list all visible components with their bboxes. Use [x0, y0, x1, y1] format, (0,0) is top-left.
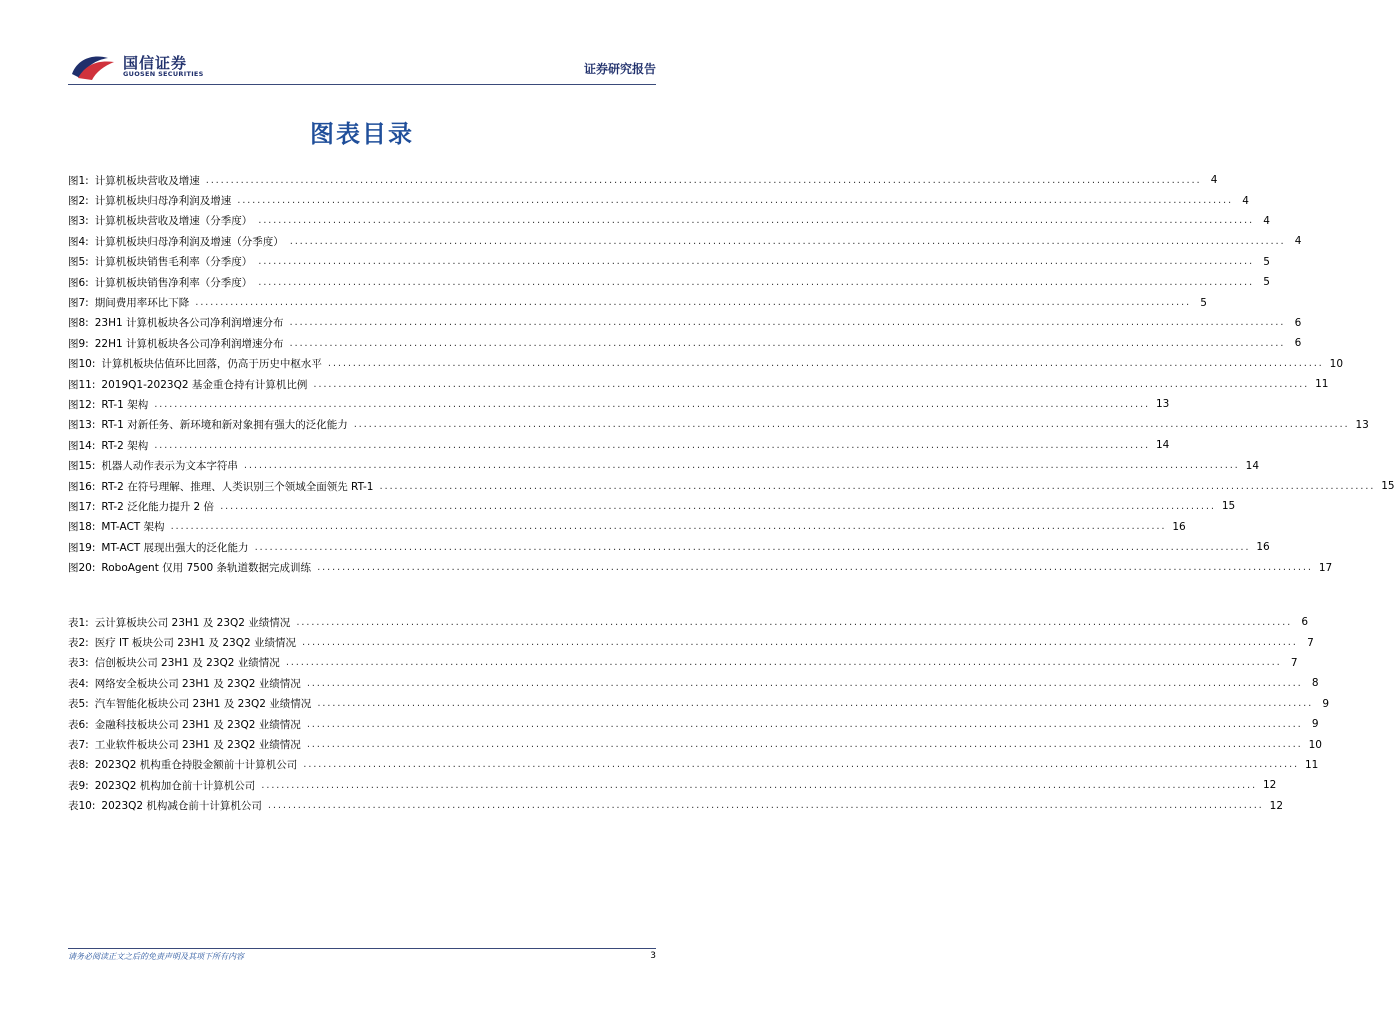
report-type-label: 证券研究报告: [583, 62, 656, 76]
figure-entry-label: 图8:: [68, 317, 89, 330]
dot-leader: ........................................................................................................................................................................................................: [258, 256, 1254, 268]
figure-entry-page-number: 14: [1245, 459, 1260, 472]
figure-entry-page-number: 11: [1315, 378, 1329, 391]
table-entry-label: 表4:: [68, 677, 89, 690]
dot-leader: ........................................................................................................................................................................................................: [285, 657, 1282, 669]
figure-entry[interactable]: [68, 333, 1302, 353]
figure-entry-title: RT-1 架构: [101, 398, 149, 411]
figure-entry[interactable]: [68, 190, 1249, 210]
figure-entry[interactable]: [68, 252, 1270, 272]
table-entry[interactable]: [68, 632, 1314, 652]
figure-entry-page-number: 15: [1381, 480, 1395, 493]
dot-leader: ........................................................................................................................................................................................................: [205, 174, 1202, 186]
dot-leader: ........................................................................................................................................................................................................: [302, 637, 1298, 649]
dot-leader: ........................................................................................................................................................................................................: [170, 521, 1167, 533]
figure-entry-page-number: 5: [1263, 276, 1270, 289]
figure-entry-label: 图16:: [68, 480, 96, 493]
footer-disclaimer: 请务必阅读正文之后的免责声明及其项下所有内容: [68, 952, 244, 961]
table-entry-page-number: 12: [1262, 779, 1277, 792]
table-entry-page-number: 11: [1304, 758, 1319, 771]
dot-leader: ........................................................................................................................................................................................................: [353, 419, 1350, 431]
figure-entry-title: 22H1 计算机板块各公司净利润增速分布: [94, 337, 284, 350]
figure-entry-label: 图14:: [68, 439, 96, 452]
figure-entry[interactable]: [68, 272, 1270, 292]
figure-entry-page-number: 4: [1294, 235, 1302, 248]
figure-entry[interactable]: [68, 496, 1236, 516]
table-entry-title: 信创板块公司 23H1 及 23Q2 业绩情况: [94, 657, 280, 670]
figure-entry-label: 图10:: [68, 358, 96, 371]
table-entry[interactable]: [68, 653, 1298, 673]
figure-entry[interactable]: [68, 394, 1170, 414]
figure-entry-page-number: 4: [1263, 214, 1270, 227]
figure-entry-title: RT-2 泛化能力提升 2 倍: [101, 500, 215, 513]
figure-entry-label: 图4:: [68, 235, 89, 248]
table-entry[interactable]: [68, 734, 1322, 754]
figure-entry-page-number: 6: [1294, 337, 1302, 350]
table-entry-page-number: 10: [1308, 738, 1322, 751]
dot-leader: ........................................................................................................................................................................................................: [306, 718, 1303, 730]
dot-leader: ........................................................................................................................................................................................................: [154, 398, 1150, 410]
dot-leader: ........................................................................................................................................................................................................: [303, 759, 1299, 771]
table-entry-title: 工业软件板块公司 23H1 及 23Q2 业绩情况: [94, 739, 301, 752]
figure-entry-page-number: 5: [1263, 255, 1270, 268]
guosen-logo: [68, 50, 268, 84]
dot-leader: ........................................................................................................................................................................................................: [317, 562, 1313, 574]
dot-leader: ........................................................................................................................................................................................................: [154, 439, 1150, 451]
dot-leader: ........................................................................................................................................................................................................: [296, 616, 1293, 628]
figure-entry[interactable]: [68, 354, 1344, 374]
figure-entry-label: 图1:: [68, 174, 89, 187]
figure-entry-title: 计算机板块营收及增速（分季度）: [94, 215, 253, 228]
figure-entry-page-number: 5: [1200, 296, 1207, 309]
table-entry[interactable]: [68, 673, 1319, 693]
figure-entry[interactable]: [68, 476, 1395, 496]
figure-entry-label: 图11:: [68, 378, 96, 391]
figure-entry-page-number: 4: [1210, 174, 1218, 187]
figure-entry[interactable]: [68, 435, 1170, 455]
table-entry-page-number: 7: [1307, 636, 1314, 649]
logo-english-name: GUOSEN SECURITIES: [123, 70, 204, 78]
table-entry-title: 医疗 IT 板块公司 23H1 及 23Q2 业绩情况: [94, 637, 296, 650]
table-entry-page-number: 9: [1322, 697, 1330, 710]
figure-entry[interactable]: [68, 517, 1186, 537]
table-entry-page-number: 9: [1311, 718, 1319, 731]
table-entry-page-number: 6: [1301, 616, 1309, 629]
figure-entry-label: 图15:: [68, 460, 96, 473]
dot-leader: ........................................................................................................................................................................................................: [317, 698, 1314, 710]
table-entry-page-number: 12: [1269, 799, 1284, 812]
page-header: [68, 50, 656, 84]
figure-list: [68, 170, 1395, 578]
figure-entry-page-number: 15: [1221, 500, 1236, 513]
dot-leader: ........................................................................................................................................................................................................: [289, 235, 1286, 247]
figure-entry-title: 计算机板块销售净利率（分季度）: [94, 276, 253, 289]
table-entry[interactable]: [68, 775, 1277, 795]
dot-leader: ........................................................................................................................................................................................................: [313, 378, 1310, 390]
dot-leader: ........................................................................................................................................................................................................: [379, 480, 1376, 492]
table-list: [68, 612, 1330, 816]
figure-entry-label: 图17:: [68, 500, 96, 513]
dot-leader: ........................................................................................................................................................................................................: [267, 800, 1264, 812]
table-entry-label: 表7:: [68, 739, 89, 752]
dot-leader: ........................................................................................................................................................................................................: [306, 739, 1303, 751]
table-entry-label: 表5:: [68, 698, 89, 711]
table-entry[interactable]: [68, 612, 1309, 632]
table-entry-title: 金融科技板块公司 23H1 及 23Q2 业绩情况: [94, 718, 301, 731]
figure-entry-title: RT-1 对新任务、新环境和新对象拥有强大的泛化能力: [101, 419, 348, 432]
table-entry-page-number: 7: [1290, 656, 1298, 669]
figure-entry[interactable]: [68, 170, 1218, 190]
figure-entry-title: RT-2 在符号理解、推理、人类识别三个领域全面领先 RT-1: [101, 480, 374, 493]
table-entry-label: 表3:: [68, 657, 89, 670]
figure-entry-page-number: 17: [1318, 561, 1333, 574]
figure-entry-label: 图7:: [68, 297, 89, 310]
table-entry-label: 表8:: [68, 759, 89, 772]
figure-entry[interactable]: [68, 374, 1329, 394]
figure-entry-title: MT-ACT 架构: [101, 521, 165, 534]
dot-leader: ........................................................................................................................................................................................................: [220, 500, 1216, 512]
figure-entry-title: 计算机板块销售毛利率（分季度）: [94, 256, 253, 269]
figure-entry-title: MT-ACT 展现出强大的泛化能力: [101, 541, 249, 554]
guosen-logo-icon: [68, 52, 116, 82]
figure-entry-label: 图12:: [68, 398, 96, 411]
figure-entry-title: 2019Q1-2023Q2 基金重仓持有计算机比例: [101, 378, 308, 391]
figure-entry-page-number: 6: [1294, 316, 1302, 329]
figure-entry-title: 计算机板块营收及增速: [94, 174, 200, 187]
figure-entry-label: 图6:: [68, 276, 89, 289]
figure-entry-title: 机器人动作表示为文本字符串: [101, 460, 238, 473]
table-entry-title: 2023Q2 机构减仓前十计算机公司: [101, 800, 262, 813]
table-entry-label: 表9:: [68, 779, 89, 792]
footer-divider: [68, 948, 656, 949]
page-number: 3: [650, 951, 656, 961]
figure-entry-title: 计算机板块估值环比回落，仍高于历史中枢水平: [101, 358, 322, 371]
figure-entry-title: 23H1 计算机板块各公司净利润增速分布: [94, 317, 284, 330]
figure-entry-label: 图2:: [68, 195, 89, 208]
logo-chinese-name: 国信证券: [123, 54, 188, 72]
figure-entry-page-number: 13: [1355, 418, 1369, 431]
dot-leader: ........................................................................................................................................................................................................: [258, 276, 1254, 288]
figure-entry-label: 图20:: [68, 562, 96, 575]
table-entry-page-number: 8: [1311, 677, 1319, 690]
dot-leader: ........................................................................................................................................................................................................: [195, 297, 1191, 309]
figure-entry-page-number: 4: [1242, 194, 1249, 207]
dot-leader: ........................................................................................................................................................................................................: [327, 358, 1324, 370]
figure-entry-page-number: 16: [1172, 520, 1186, 533]
table-entry[interactable]: [68, 755, 1319, 775]
table-entry-title: 汽车智能化板块公司 23H1 及 23Q2 业绩情况: [94, 698, 312, 711]
page-title: 图表目录: [310, 120, 414, 148]
figure-entry-title: 计算机板块归母净利润及增速: [94, 195, 232, 208]
table-entry-title: 云计算板块公司 23H1 及 23Q2 业绩情况: [94, 616, 291, 629]
figure-entry-label: 图9:: [68, 337, 89, 350]
figure-entry-title: 期间费用率环比下降: [94, 297, 190, 310]
table-entry-label: 表10:: [68, 800, 96, 813]
figure-entry[interactable]: [68, 231, 1302, 251]
figure-entry-page-number: 16: [1256, 541, 1270, 554]
figure-entry-label: 图3:: [68, 215, 89, 228]
figure-entry-page-number: 10: [1329, 357, 1344, 370]
dot-leader: ........................................................................................................................................................................................................: [258, 215, 1254, 227]
dot-leader: ........................................................................................................................................................................................................: [306, 677, 1303, 689]
table-entry[interactable]: [68, 714, 1319, 734]
header-divider: [68, 84, 656, 85]
dot-leader: ........................................................................................................................................................................................................: [289, 317, 1286, 329]
figure-entry[interactable]: [68, 455, 1260, 475]
dot-leader: ........................................................................................................................................................................................................: [254, 541, 1251, 553]
figure-entry[interactable]: [68, 292, 1207, 312]
figure-entry-page-number: 13: [1155, 398, 1170, 411]
figure-entry-title: RT-2 架构: [101, 439, 149, 452]
table-entry[interactable]: [68, 796, 1284, 816]
figure-entry-title: 计算机板块归母净利润及增速（分季度）: [94, 235, 284, 248]
figure-entry-label: 图18:: [68, 521, 96, 534]
figure-entry-title: RoboAgent 仅用 7500 条轨道数据完成训练: [101, 562, 312, 575]
figure-entry[interactable]: [68, 415, 1369, 435]
table-entry-title: 网络安全板块公司 23H1 及 23Q2 业绩情况: [94, 677, 301, 690]
table-entry[interactable]: [68, 694, 1330, 714]
figure-entry-label: 图13:: [68, 419, 96, 432]
table-entry-label: 表1:: [68, 616, 89, 629]
table-entry-label: 表6:: [68, 718, 89, 731]
dot-leader: ........................................................................................................................................................................................................: [237, 195, 1233, 207]
dot-leader: ........................................................................................................................................................................................................: [261, 779, 1257, 791]
figure-entry[interactable]: [68, 557, 1333, 577]
figure-entry-page-number: 14: [1155, 439, 1170, 452]
table-entry-title: 2023Q2 机构重仓持股金额前十计算机公司: [94, 759, 298, 772]
figure-entry[interactable]: [68, 211, 1270, 231]
figure-entry[interactable]: [68, 313, 1302, 333]
figure-entry[interactable]: [68, 537, 1270, 557]
dot-leader: ........................................................................................................................................................................................................: [289, 337, 1286, 349]
dot-leader: ........................................................................................................................................................................................................: [243, 460, 1240, 472]
table-entry-title: 2023Q2 机构加仓前十计算机公司: [94, 779, 256, 792]
table-entry-label: 表2:: [68, 637, 89, 650]
figure-entry-label: 图5:: [68, 256, 89, 269]
figure-entry-label: 图19:: [68, 541, 96, 554]
